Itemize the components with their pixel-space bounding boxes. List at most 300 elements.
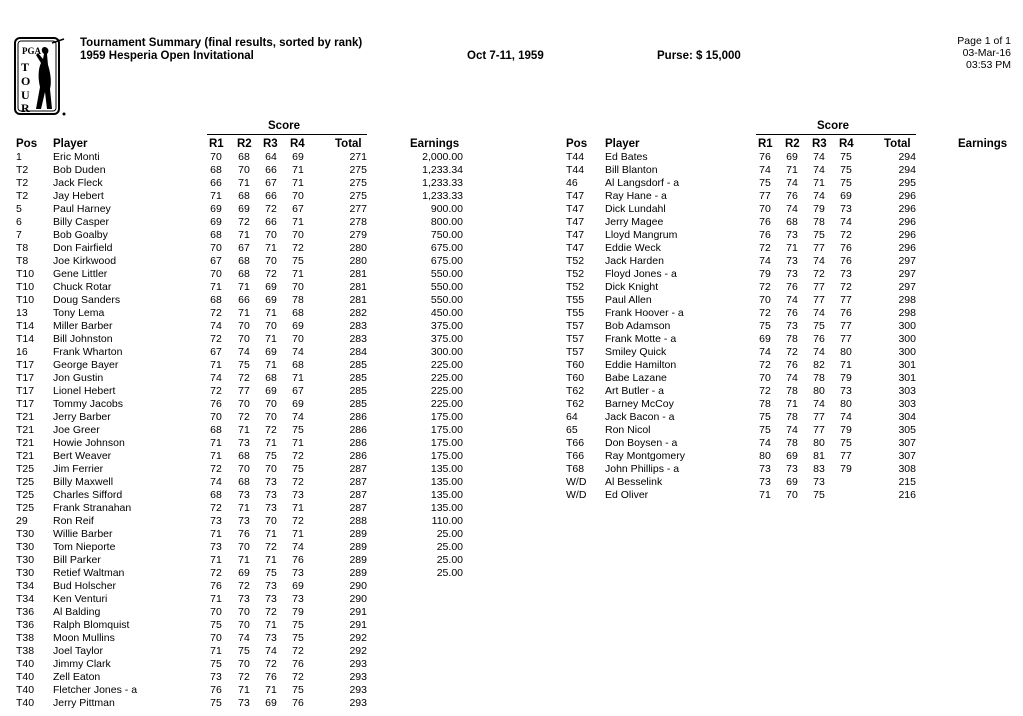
cell-total: 293 (349, 671, 367, 683)
cell-player: Ed Bates (605, 151, 648, 163)
cell-pos: T10 (16, 268, 35, 280)
cell-player: Paul Harney (53, 203, 111, 215)
cell-r4: 74 (292, 411, 304, 423)
cell-r2: 71 (238, 502, 250, 514)
cell-pos: T8 (16, 255, 29, 267)
cell-r2: 74 (786, 424, 798, 436)
cell-total: 294 (898, 151, 916, 163)
cell-pos: T57 (566, 320, 585, 332)
cell-r3: 67 (265, 177, 277, 189)
table-row (0, 411, 1023, 424)
cell-r2: 73 (786, 320, 798, 332)
cell-player: Ray Hane - a (605, 190, 667, 202)
cell-r3: 69 (265, 385, 277, 397)
cell-pos: T17 (16, 372, 35, 384)
cell-earnings: 175.00 (430, 411, 463, 423)
cell-r2: 69 (238, 567, 250, 579)
table-row (0, 671, 520, 684)
cell-r1: 70 (759, 203, 771, 215)
table-row (0, 489, 1023, 502)
cell-r1: 72 (210, 567, 222, 579)
cell-r3: 74 (813, 190, 825, 202)
cell-r2: 75 (238, 645, 250, 657)
cell-player: Frank Motte - a (605, 333, 677, 345)
cell-pos: 7 (16, 229, 22, 241)
cell-r2: 68 (786, 216, 798, 228)
cell-r4: 75 (292, 255, 304, 267)
cell-r2: 68 (238, 268, 250, 280)
cell-r4: 71 (840, 359, 852, 371)
cell-player: Smiley Quick (605, 346, 667, 358)
cell-r2: 73 (238, 593, 250, 605)
cell-pos: T60 (566, 359, 585, 371)
cell-r1: 73 (759, 463, 771, 475)
cell-player: Frank Hoover - a (605, 307, 684, 319)
cell-r4: 79 (840, 372, 852, 384)
cell-r3: 73 (265, 476, 277, 488)
cell-player: Fletcher Jones - a (53, 684, 138, 696)
cell-earnings: 300.00 (430, 346, 463, 358)
cell-r1: 74 (210, 372, 222, 384)
table-row (0, 567, 520, 580)
cell-player: Chuck Rotar (53, 281, 112, 293)
cell-total: 283 (349, 333, 367, 345)
cell-earnings: 175.00 (430, 437, 463, 449)
cell-r1: 75 (759, 320, 771, 332)
cell-pos: T66 (566, 450, 585, 462)
cell-earnings: 1,233.33 (422, 190, 463, 202)
cell-pos: T25 (16, 463, 35, 475)
cell-r1: 76 (210, 684, 222, 696)
cell-r4: 70 (292, 229, 304, 241)
cell-pos: T47 (566, 229, 585, 241)
cell-player: Jack Harden (605, 255, 664, 267)
cell-r1: 70 (759, 372, 771, 384)
cell-r1: 72 (759, 281, 771, 293)
cell-r2: 70 (786, 489, 798, 501)
cell-r3: 70 (265, 229, 277, 241)
cell-r4: 73 (840, 203, 852, 215)
cell-total: 279 (349, 229, 367, 241)
cell-r2: 68 (238, 476, 250, 488)
cell-r4: 69 (292, 320, 304, 332)
cell-pos: 16 (16, 346, 28, 358)
cell-r2: 71 (238, 307, 250, 319)
cell-player: Bill Johnston (53, 333, 113, 345)
table-row (0, 255, 1023, 268)
cell-r2: 69 (786, 450, 798, 462)
cell-r3: 72 (265, 606, 277, 618)
cell-r2: 71 (238, 684, 250, 696)
cell-player: Al Langsdorf - a (605, 177, 680, 189)
cell-player: Al Balding (53, 606, 101, 618)
cell-r4: 80 (840, 398, 852, 410)
cell-r2: 69 (786, 476, 798, 488)
cell-total: 289 (349, 528, 367, 540)
cell-pos: T47 (566, 190, 585, 202)
score-group-label-left: Score (268, 120, 300, 132)
cell-r3: 79 (813, 203, 825, 215)
cell-r3: 74 (265, 645, 277, 657)
cell-r4: 76 (840, 307, 852, 319)
cell-earnings: 450.00 (430, 307, 463, 319)
cell-r4: 71 (292, 164, 304, 176)
cell-player: Jerry Magee (605, 216, 664, 228)
table-row (0, 177, 1023, 190)
cell-player: Bill Parker (53, 554, 101, 566)
cell-pos: T55 (566, 294, 585, 306)
table-row (0, 580, 520, 593)
cell-player: Tom Nieporte (53, 541, 116, 553)
cell-player: Jerry Barber (53, 411, 111, 423)
cell-r1: 71 (210, 437, 222, 449)
table-row (0, 346, 1023, 359)
report-title: Tournament Summary (final results, sorted by rank) (80, 37, 363, 49)
cell-total: 275 (349, 164, 367, 176)
cell-r1: 72 (759, 242, 771, 254)
cell-pos: T40 (16, 684, 35, 696)
results-table-right (0, 151, 1023, 502)
cell-r4: 75 (840, 177, 852, 189)
cell-r3: 77 (813, 281, 825, 293)
cell-r2: 76 (786, 281, 798, 293)
cell-pos: T40 (16, 658, 35, 670)
cell-r2: 78 (786, 437, 798, 449)
cell-pos: T14 (16, 333, 35, 345)
table-row (0, 203, 1023, 216)
col-total-right: Total (884, 138, 911, 150)
cell-r2: 73 (238, 489, 250, 501)
cell-r2: 73 (238, 437, 250, 449)
cell-r4: 75 (292, 619, 304, 631)
cell-r3: 71 (265, 359, 277, 371)
cell-r1: 76 (759, 151, 771, 163)
cell-r2: 70 (238, 320, 250, 332)
cell-player: Joe Kirkwood (53, 255, 117, 267)
cell-r4: 78 (292, 294, 304, 306)
cell-r3: 77 (813, 424, 825, 436)
cell-pos: 1 (16, 151, 22, 163)
cell-r4: 72 (292, 476, 304, 488)
cell-player: Jerry Pittman (53, 697, 115, 709)
cell-pos: T21 (16, 437, 35, 449)
pga-tour-logo (14, 37, 72, 117)
cell-r2: 73 (786, 463, 798, 475)
cell-player: Dick Lundahl (605, 203, 666, 215)
cell-pos: T57 (566, 333, 585, 345)
cell-r3: 74 (813, 164, 825, 176)
cell-r1: 66 (210, 177, 222, 189)
cell-r2: 76 (238, 528, 250, 540)
cell-r3: 74 (813, 151, 825, 163)
cell-pos: T25 (16, 476, 35, 488)
cell-r1: 68 (210, 489, 222, 501)
cell-player: Joel Taylor (53, 645, 103, 657)
cell-player: Jay Hebert (53, 190, 104, 202)
cell-total: 275 (349, 177, 367, 189)
cell-player: Eddie Weck (605, 242, 661, 254)
score-group-rule-right (756, 134, 916, 135)
cell-earnings: 135.00 (430, 502, 463, 514)
cell-total: 301 (898, 372, 916, 384)
cell-r1: 74 (759, 255, 771, 267)
cell-player: Ed Oliver (605, 489, 649, 501)
cell-total: 275 (349, 190, 367, 202)
cell-total: 289 (349, 567, 367, 579)
cell-player: Babe Lazane (605, 372, 667, 384)
cell-pos: T34 (16, 580, 35, 592)
svg-text:T: T (21, 60, 30, 74)
cell-r3: 66 (265, 164, 277, 176)
cell-total: 300 (898, 320, 916, 332)
cell-r4: 72 (292, 515, 304, 527)
cell-r4: 72 (292, 242, 304, 254)
cell-r1: 71 (210, 190, 222, 202)
cell-r1: 71 (210, 281, 222, 293)
cell-r2: 73 (238, 697, 250, 709)
cell-r2: 70 (238, 619, 250, 631)
cell-r1: 73 (210, 541, 222, 553)
cell-pos: 5 (16, 203, 22, 215)
cell-r3: 72 (813, 268, 825, 280)
cell-r4: 77 (840, 450, 852, 462)
cell-pos: T2 (16, 164, 29, 176)
cell-total: 285 (349, 372, 367, 384)
cell-r4: 75 (840, 437, 852, 449)
cell-r1: 70 (210, 242, 222, 254)
cell-player: Bob Duden (53, 164, 106, 176)
cell-total: 277 (349, 203, 367, 215)
cell-r1: 71 (210, 359, 222, 371)
cell-total: 294 (898, 164, 916, 176)
table-row (0, 268, 1023, 281)
table-row (0, 463, 1023, 476)
cell-r4: 69 (292, 580, 304, 592)
col-pos-right: Pos (566, 138, 588, 150)
col-pos-left: Pos (16, 138, 38, 150)
table-row (0, 359, 1023, 372)
print-time: 03:53 PM (966, 59, 1011, 71)
cell-pos: T30 (16, 528, 35, 540)
cell-r2: 71 (786, 164, 798, 176)
cell-r4: 71 (292, 528, 304, 540)
cell-r3: 83 (813, 463, 825, 475)
cell-player: Tommy Jacobs (53, 398, 124, 410)
cell-pos: T47 (566, 242, 585, 254)
cell-pos: 64 (566, 411, 578, 423)
cell-r1: 70 (759, 294, 771, 306)
cell-r1: 70 (210, 411, 222, 423)
cell-earnings: 550.00 (430, 268, 463, 280)
col-r4-right: R4 (839, 138, 854, 150)
cell-r3: 69 (265, 281, 277, 293)
tournament-dates: Oct 7-11, 1959 (467, 50, 544, 62)
cell-r3: 69 (265, 346, 277, 358)
cell-r2: 74 (238, 632, 250, 644)
cell-pos: T40 (16, 697, 35, 709)
cell-pos: T17 (16, 398, 35, 410)
cell-r3: 81 (813, 450, 825, 462)
cell-player: Bob Goalby (53, 229, 108, 241)
cell-r3: 77 (813, 294, 825, 306)
cell-total: 283 (349, 320, 367, 332)
cell-total: 215 (898, 476, 916, 488)
svg-text:U: U (21, 88, 30, 102)
cell-r4: 71 (292, 372, 304, 384)
cell-r1: 69 (759, 333, 771, 345)
col-earnings-left: Earnings (410, 138, 460, 150)
cell-player: Bud Holscher (53, 580, 117, 592)
cell-r3: 70 (265, 398, 277, 410)
cell-earnings: 225.00 (430, 398, 463, 410)
col-r1-left: R1 (209, 138, 224, 150)
cell-r4: 76 (840, 255, 852, 267)
cell-r2: 76 (786, 190, 798, 202)
cell-r2: 72 (238, 671, 250, 683)
page-number: Page 1 of 1 (957, 35, 1011, 47)
table-row (0, 385, 1023, 398)
cell-total: 293 (349, 658, 367, 670)
cell-r1: 70 (210, 268, 222, 280)
cell-r1: 71 (210, 593, 222, 605)
cell-pos: T36 (16, 619, 35, 631)
cell-player: Bert Weaver (53, 450, 112, 462)
cell-r4: 72 (840, 281, 852, 293)
cell-r3: 77 (813, 242, 825, 254)
cell-r2: 69 (238, 203, 250, 215)
cell-r3: 70 (265, 320, 277, 332)
table-row (0, 151, 1023, 164)
print-date: 03-Mar-16 (962, 47, 1011, 59)
cell-r1: 74 (210, 320, 222, 332)
cell-total: 301 (898, 359, 916, 371)
cell-r3: 70 (265, 515, 277, 527)
cell-r2: 71 (238, 281, 250, 293)
table-row (0, 164, 1023, 177)
cell-r1: 69 (210, 203, 222, 215)
cell-r2: 68 (238, 151, 250, 163)
cell-r3: 70 (265, 411, 277, 423)
cell-r1: 68 (210, 424, 222, 436)
cell-r4: 79 (840, 463, 852, 475)
cell-total: 296 (898, 242, 916, 254)
cell-r4: 74 (840, 216, 852, 228)
table-row (0, 372, 1023, 385)
cell-total: 289 (349, 541, 367, 553)
cell-r3: 76 (265, 671, 277, 683)
cell-r4: 73 (292, 489, 304, 501)
cell-earnings: 1,233.34 (422, 164, 463, 176)
cell-r2: 74 (238, 346, 250, 358)
table-row (0, 528, 520, 541)
cell-pos: T25 (16, 502, 35, 514)
cell-r3: 69 (265, 294, 277, 306)
cell-r4: 69 (292, 398, 304, 410)
cell-pos: T10 (16, 294, 35, 306)
cell-player: Don Boysen - a (605, 437, 678, 449)
tournament-name: 1959 Hesperia Open Invitational (80, 50, 254, 62)
cell-player: Miller Barber (53, 320, 113, 332)
cell-r3: 80 (813, 385, 825, 397)
cell-total: 271 (349, 151, 367, 163)
cell-player: Retief Waltman (53, 567, 125, 579)
cell-player: Dick Knight (605, 281, 659, 293)
cell-pos: T52 (566, 268, 585, 280)
cell-total: 291 (349, 606, 367, 618)
cell-r1: 76 (759, 216, 771, 228)
cell-r1: 71 (210, 450, 222, 462)
cell-total: 297 (898, 281, 916, 293)
cell-pos: T17 (16, 359, 35, 371)
cell-r1: 67 (210, 346, 222, 358)
cell-r3: 73 (265, 489, 277, 501)
cell-r2: 70 (238, 463, 250, 475)
table-row (0, 554, 520, 567)
cell-r2: 70 (238, 398, 250, 410)
cell-pos: T68 (566, 463, 585, 475)
cell-r3: 68 (265, 372, 277, 384)
cell-total: 300 (898, 333, 916, 345)
cell-total: 298 (898, 307, 916, 319)
cell-r3: 71 (265, 242, 277, 254)
cell-player: Jim Ferrier (53, 463, 104, 475)
cell-total: 287 (349, 476, 367, 488)
cell-r3: 70 (265, 463, 277, 475)
cell-total: 281 (349, 294, 367, 306)
cell-pos: T52 (566, 255, 585, 267)
cell-pos: T2 (16, 177, 29, 189)
cell-pos: 46 (566, 177, 578, 189)
cell-r4: 69 (840, 190, 852, 202)
cell-pos: T44 (566, 164, 585, 176)
cell-earnings: 675.00 (430, 242, 463, 254)
cell-total: 287 (349, 502, 367, 514)
cell-total: 216 (898, 489, 916, 501)
cell-earnings: 2,000.00 (422, 151, 463, 163)
cell-r2: 69 (786, 151, 798, 163)
cell-r1: 71 (210, 645, 222, 657)
table-row (0, 697, 520, 710)
cell-r1: 73 (759, 476, 771, 488)
cell-r1: 67 (210, 255, 222, 267)
cell-total: 292 (349, 632, 367, 644)
cell-total: 297 (898, 255, 916, 267)
cell-pos: W/D (566, 476, 587, 488)
cell-earnings: 375.00 (430, 333, 463, 345)
cell-r1: 78 (759, 398, 771, 410)
cell-player: Bob Adamson (605, 320, 671, 332)
cell-r4: 67 (292, 385, 304, 397)
cell-r1: 69 (210, 216, 222, 228)
cell-total: 293 (349, 684, 367, 696)
col-player-right: Player (605, 138, 640, 150)
cell-pos: 65 (566, 424, 578, 436)
cell-total: 280 (349, 242, 367, 254)
cell-r3: 80 (813, 437, 825, 449)
cell-pos: T62 (566, 385, 585, 397)
cell-r3: 71 (265, 437, 277, 449)
table-row (0, 229, 1023, 242)
cell-r2: 74 (786, 294, 798, 306)
table-row (0, 684, 520, 697)
cell-r4: 69 (292, 151, 304, 163)
cell-total: 305 (898, 424, 916, 436)
cell-pos: T21 (16, 424, 35, 436)
cell-player: Billy Maxwell (53, 476, 114, 488)
cell-r4: 71 (292, 502, 304, 514)
cell-r2: 67 (238, 242, 250, 254)
cell-r3: 77 (813, 411, 825, 423)
